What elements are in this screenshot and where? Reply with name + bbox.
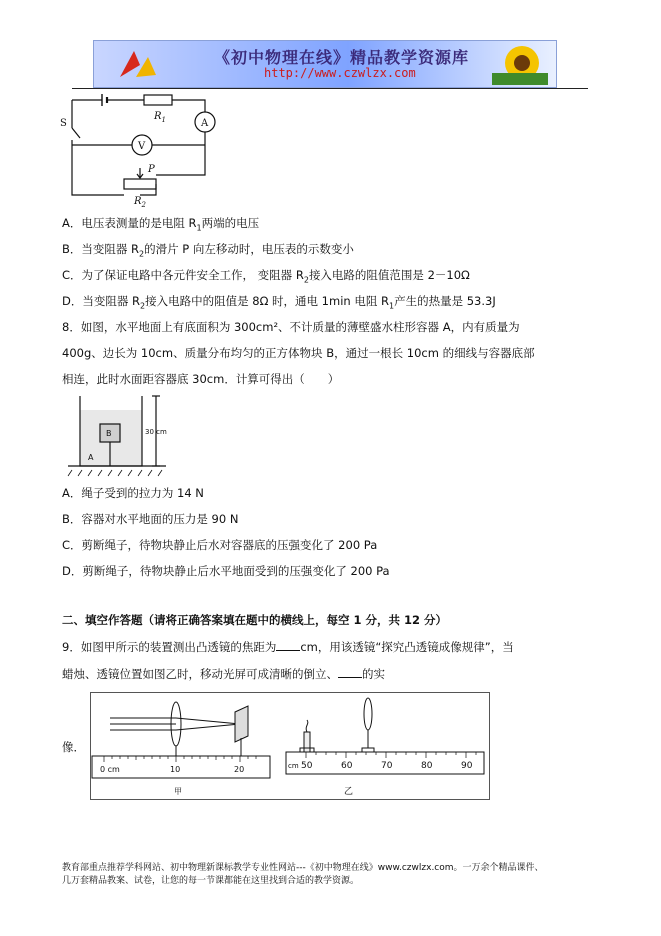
svg-text:A: A (201, 118, 209, 129)
svg-text:P: P (148, 164, 155, 175)
header-banner (93, 40, 557, 88)
svg-text:20: 20 (234, 765, 245, 774)
q7-option-b: B．当变阻器 $R_2$的滑片 P 向左移动时，电压表的示数变小 (62, 242, 354, 259)
circuit-diagram (62, 90, 222, 210)
section-heading: 二、填空作答题（请将正确答案填在题中的横线上，每空 1 分，共 12 分） (62, 613, 448, 627)
svg-text:0 cm: 0 cm (100, 765, 120, 774)
q8-stem-line1: 8．如图，水平地面上有底面积为 300cm²、不计质量的薄壁盛水柱形容器 A，内有质量为 (62, 320, 520, 334)
svg-text:70: 70 (381, 761, 393, 771)
lens-diagram (90, 692, 490, 800)
q7-option-d: D．当变阻器 $R_2$接入电路中的阻值是 8Ω 时，通电 1min 电阻 $R_1$产生的热量是 53.3J (62, 294, 496, 311)
container-diagram (66, 394, 180, 478)
svg-text:80: 80 (421, 761, 433, 771)
header-title: 《初中物理在线》精品教学资源库 (214, 48, 470, 67)
q9-line2: 蜡烛、透镜位置如图乙时，移动光屏可成清晰的倒立、 的实 (62, 667, 385, 681)
footer-line1: 教育部重点推荐学科网站、初中物理新课标教学专业性网站---《初中物理在线》www.czwlzx.com。一万余个精品课件、 (62, 863, 544, 873)
svg-text:甲: 甲 (174, 787, 182, 796)
svg-text:cm: cm (288, 762, 299, 770)
q8-stem-line3: 相连，此时水面距容器底 30cm．计算可得出（ ） (62, 372, 340, 386)
blank-focal-length[interactable] (276, 641, 300, 651)
q8-stem-line2: 400g、边长为 10cm、质量分布均匀的正方体物块 B，通过一根长 10cm 的细线与容器底部 (62, 346, 535, 360)
q7-option-a: A．电压表测量的是电阻 $R_1$两端的电压 (62, 216, 260, 233)
svg-text:V: V (138, 141, 146, 152)
footer-line2: 几万套精品教案、试卷，让您的每一节课都能在这里找到合适的教学资源。 (62, 876, 360, 886)
q8-option-a: A．绳子受到的拉力为 14 N (62, 486, 204, 500)
svg-text:50: 50 (301, 761, 313, 771)
svg-text:10: 10 (170, 765, 181, 774)
svg-text:B: B (106, 429, 112, 438)
q9-line3: 像． (62, 740, 85, 754)
footer-text (62, 862, 602, 888)
q8-option-d: D．剪断绳子，待物块静止后水平地面受到的压强变化了 200 Pa (62, 564, 390, 578)
svg-text:60: 60 (341, 761, 353, 771)
svg-text:R1: $R_1$ (154, 111, 166, 124)
svg-text:S: S (60, 118, 67, 129)
q8-option-c: C．剪断绳子，待物块静止后水对容器底的压强变化了 200 Pa (62, 538, 378, 552)
header-url[interactable]: http://www.czwlzx.com (264, 66, 416, 80)
q7-option-c: C．为了保证电路中各元件安全工作， 变阻器 $R_2$接入电路的阻值范围是 2－10Ω (62, 268, 470, 285)
blank-image-type[interactable] (338, 668, 362, 678)
resistor-r1 (144, 95, 172, 105)
svg-text:乙: 乙 (344, 787, 354, 797)
svg-text:90: 90 (461, 761, 473, 771)
resistor-r2 (124, 179, 156, 189)
header-rule (72, 88, 588, 89)
q8-option-b: B．容器对水平地面的压力是 90 N (62, 512, 239, 526)
sunflower-icon (492, 43, 548, 85)
svg-text:30 cm: 30 cm (145, 428, 167, 436)
q9-line1: 9．如图甲所示的装置测出凸透镜的焦距为 cm，用该透镜“探究凸透镜成像规律”，当 (62, 640, 514, 654)
site-logo-icon (112, 47, 172, 81)
svg-text:R2: $R_2$ (134, 196, 146, 209)
svg-text:A: A (88, 453, 94, 462)
